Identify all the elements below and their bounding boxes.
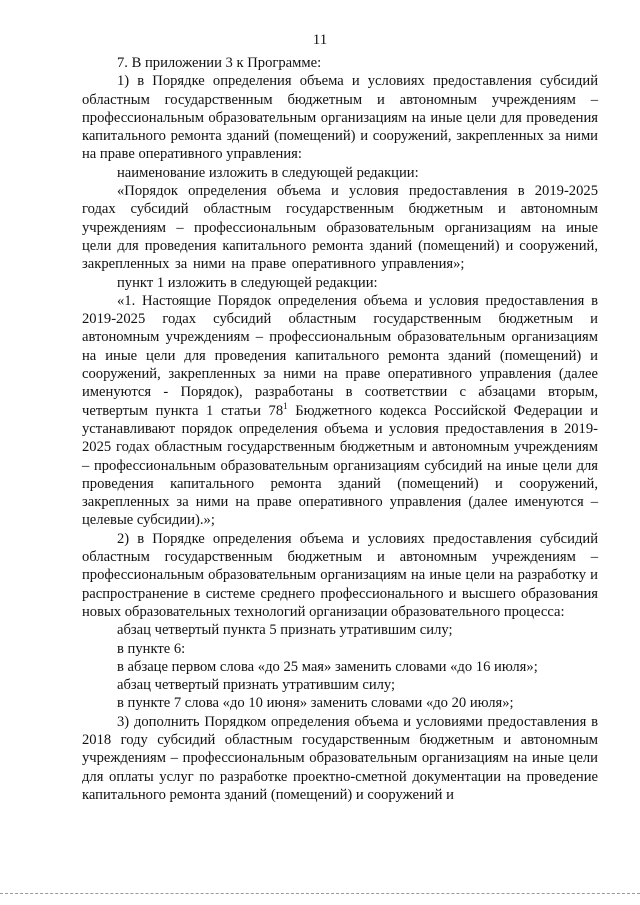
page-number: 11 [312, 32, 328, 48]
paragraph-point6: в пункте 6: [117, 640, 186, 657]
article-superscript: 1 [283, 400, 288, 411]
paragraph-name-change: наименование изложить в следующей редакции: [117, 164, 419, 181]
paragraph-point1-text [82, 292, 598, 530]
document-body [82, 54, 598, 804]
paragraph-fourth-abzac: абзац четвертый признать утратившим силу; [117, 677, 396, 694]
section-heading: 7. В приложении 3 к Программе: [117, 55, 322, 71]
paragraph-item-1: 1) в Порядке определения объема и условиях предоставления субсидий областным государственным бюджетным и автономным учреждениям – профессиональным образовательным организациям на иные цели для проведения капитального ремонта зданий (помещений) и сооружений, закрепленных за ними на праве оперативного управления: [82, 73, 598, 163]
point1-text-part1: «1. Настоящие Порядок определения объема и условия предоставления в 2019-2025 годах субсидий областным государственным бюджетным и автономным учреждениям – профессиональным образовательным организациям на иные цели для проведения капитального ремонта зданий (помещений) и сооружений, закрепленных за ними на праве оперативного управления (далее именуются - Порядок), разработаны в соответствии с абзацами вторым, четвертым пункта 1 статьи 78 [82, 292, 598, 419]
paragraph-item-2: 2) в Порядке определения объема и условиях предоставления субсидий областным государственным бюджетным и автономным учреждениям – профессиональным образовательным организациям на иные цели на разработку и распространение в системе среднего профессионального и высшего образования новых образовательных технологий организации образовательного процесса: [82, 530, 598, 620]
point1-text-part2: Бюджетного кодекса Российской Федерации и устанавливают порядок определения объема и условия предоставления в 2019-2025 годах областным государственным бюджетным и автономным учреждениям – профессиональным образовательным организациям субсидий на иные цели для проведения капитального ремонта зданий (помещений) и сооружений, закрепленных за ними на праве оперативного управления (далее именуются – целевые субсидии).»; [82, 402, 599, 529]
paragraph-first-abzac: в абзаце первом слова «до 25 мая» заменить словами «до 16 июля»; [117, 658, 538, 675]
scan-bottom-edge [0, 893, 640, 894]
paragraph-abzac-4: абзац четвертый пункта 5 признать утратившим силу; [117, 622, 453, 639]
paragraph-point7: в пункте 7 слова «до 10 июня» заменить словами «до 20 июля»; [117, 695, 514, 712]
paragraph-new-title: «Порядок определения объема и условия предоставления в 2019-2025 годах субсидий областным государственным бюджетным и автономным учреждениям – профессиональным образовательным организациям на иные цели для проведения капитального ремонта зданий (помещений) и сооружений, закрепленных за ними на праве оперативного управления»; [82, 183, 598, 273]
paragraph-item-3: 3) дополнить Порядком определения объема и условиями предоставления в 2018 году субсидий областным государственным бюджетным и автономным учреждениям – профессиональным образовательным организациям на иные цели для оплаты услуг по разработке проектно-сметной документации на проведение капитального ремонта зданий (помещений) и сооружений и [82, 713, 598, 803]
paragraph-point1-intro: пункт 1 изложить в следующей редакции: [117, 274, 378, 291]
